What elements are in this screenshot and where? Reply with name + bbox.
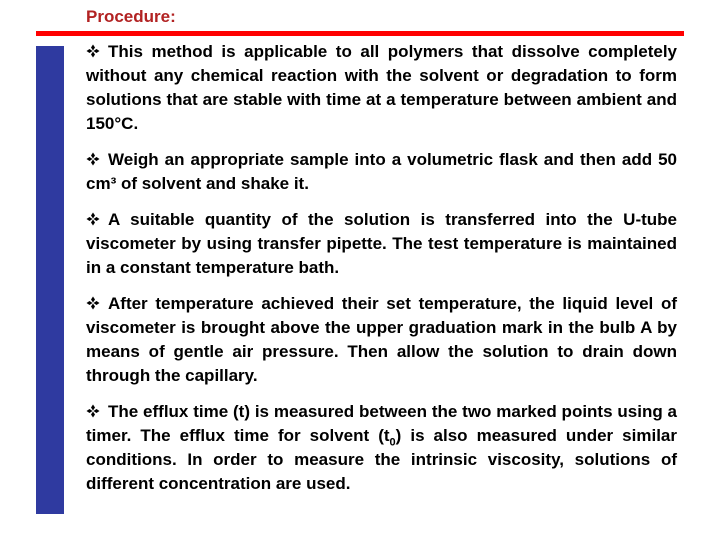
bullet-text: A suitable quantity of the solution is transferred into the U-tube viscometer by using transfer pipette. The test temperature is maintained in a constant temperature bath. — [86, 210, 677, 277]
list-item — [86, 400, 677, 496]
list-item — [86, 148, 677, 196]
diamond-bullet-icon — [86, 404, 100, 418]
diamond-bullet-icon — [86, 296, 100, 310]
page-title: Procedure: — [86, 7, 176, 26]
diamond-bullet-icon — [86, 152, 100, 166]
bullet-text: This method is applicable to all polymers that dissolve completely without any chemical reaction with the solvent or degradation to form solutions that are stable with time at a temperature between ambient and 150°C. — [86, 42, 677, 133]
list-item — [86, 40, 677, 136]
list-item — [86, 208, 677, 280]
bullet-text-part: The efflux time (t) is measured between the two marked points using a timer. The efflux time for solvent (t — [86, 402, 677, 445]
bullet-text-part: ) is also measured under similar conditions. In order to measure the intrinsic viscosity, solutions of different concentration are used. — [86, 426, 677, 493]
title-divider — [36, 31, 684, 36]
subscript-zero: 0 — [389, 436, 396, 449]
diamond-bullet-icon — [86, 212, 100, 226]
diamond-bullet-icon — [86, 44, 100, 58]
decorative-side-bar — [36, 46, 64, 514]
bullet-text: After temperature achieved their set temperature, the liquid level of viscometer is brought above the upper graduation mark in the bulb A by means of gentle air pressure. Then allow the solution to drain down through the capillary. — [86, 294, 677, 385]
procedure-list — [86, 40, 677, 508]
list-item — [86, 292, 677, 388]
bullet-text: Weigh an appropriate sample into a volumetric flask and then add 50 cm³ of solvent and shake it. — [86, 150, 677, 193]
